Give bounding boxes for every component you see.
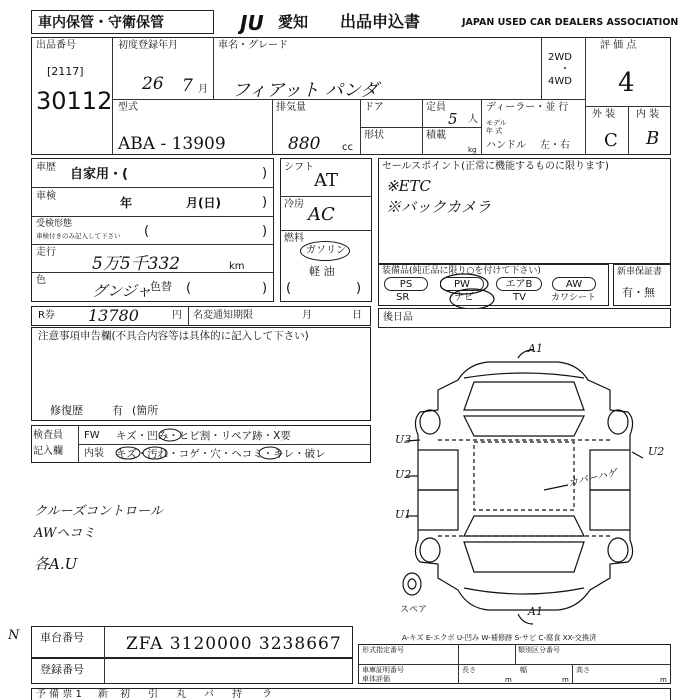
capacity-value: 5 (448, 110, 458, 128)
interior-grade: B (646, 128, 660, 149)
diagram-u3: U3 (395, 433, 412, 446)
equipment-label: 装備品(純正品に限り○を付けて下さい) (382, 266, 541, 276)
mileage-value: 5万5千332 (92, 254, 181, 274)
diagram-spare: スペア (400, 605, 428, 615)
equipment-circles (440, 272, 510, 312)
equip-aw: AW (552, 277, 596, 291)
storage-title: 車内保管・守衛保管 (38, 15, 164, 31)
displacement-label: 排気量 (276, 102, 306, 113)
registration-label: 初度登録年月 (118, 40, 178, 51)
mileage-unit: km (229, 261, 245, 272)
drive-4wd: 4WD (548, 76, 572, 87)
interior-label-ins: 内装 (84, 448, 104, 459)
inspection-year: 年 (120, 196, 133, 210)
interior-items: キズ・汚れ・コゲ・穴・ヘコミ・キレ・破レ (116, 448, 326, 460)
note-hand-2: AWヘコミ (34, 526, 96, 541)
diagram-u1: U1 (395, 508, 412, 521)
shift-value: AT (314, 170, 339, 191)
damage-legend: A-キズ E-エクボ U-凹み W-補修跡 S-サビ C-腐食 XX-交換済 (402, 633, 597, 642)
length-label: 長さ (462, 666, 476, 674)
receipt-label: 受検形態 (36, 219, 73, 229)
equip-seat: カワシート (551, 293, 597, 303)
equip-tv: TV (513, 292, 526, 303)
inspection-label: 車検 (36, 191, 56, 202)
fw-label: FW (84, 430, 100, 441)
displacement-unit: cc (342, 142, 353, 153)
diagram-a1-bottom: A1 (528, 605, 543, 618)
fuel-label: 燃料 (284, 233, 304, 244)
association-name: JAPAN USED CAR DEALERS ASSOCIATION (462, 17, 679, 28)
receipt-sub: 車検付きのみ記入して下さい (36, 232, 121, 240)
lot-label: 出品番号 (36, 40, 76, 51)
mileage-label: 走行 (36, 247, 56, 258)
history-value: 自家用・( (70, 167, 128, 182)
chassis-label: 車台番号 (40, 631, 84, 644)
interior-label: 内 装 (636, 109, 660, 120)
lot-number: 30112 (36, 87, 113, 115)
model-name-label: 車名・グレード (218, 40, 288, 51)
footer-item-2: 初 (120, 689, 130, 700)
fw-items: キズ・凹み・ヒビ割・リペア跡・X要 (116, 430, 291, 442)
handle-lr: 左・右 (540, 140, 570, 151)
note-hand-1: クルーズコントロール (34, 504, 163, 519)
storage-title-box (31, 10, 214, 34)
r-ticket-value: 13780 (88, 306, 139, 325)
model-code-value: ABA - 13909 (118, 134, 226, 154)
history-label: 車歴 (36, 162, 56, 173)
shift-label: シフト (284, 162, 314, 173)
entry-label: 記入欄 (33, 446, 63, 457)
color-value: グンジャ (92, 282, 152, 300)
height-label: 高さ (576, 666, 590, 674)
selling-points-label: セールスポイント(正常に機能するものに限ります) (382, 161, 609, 172)
rating-label: 評 価 点 (600, 40, 637, 51)
car-damage-diagram (378, 340, 671, 630)
equip-ps: PS (384, 277, 428, 291)
capacity-unit: 人 (468, 114, 478, 125)
notes-label: 注意事項申告欄(不具合内容等は具体的に記入して下さい) (38, 330, 309, 342)
rear-item-label: 後日品 (383, 312, 413, 323)
shape-label: 形状 (364, 130, 384, 141)
tax-notice-label: 名変通知期限 (193, 310, 253, 321)
load-kg: kg (468, 146, 477, 154)
logo-region: 愛知 (278, 13, 309, 31)
model-code-label: 型式 (118, 102, 138, 113)
lot-sub: [2117] (47, 65, 84, 78)
diagram-a1-top: A1 (528, 342, 543, 355)
reg-cert-label: 車庫証明番号 (362, 666, 404, 674)
displacement-value: 880 (288, 134, 321, 154)
chassis-value: ZFA 3120000 3238667 (126, 634, 342, 654)
drive-2wd: 2WD (548, 52, 572, 63)
exterior-grade: C (604, 130, 618, 151)
model-name-value: フィアット パンダ (232, 80, 379, 101)
footer-item-7: ラ (262, 689, 272, 700)
reg-number-label: 登録番号 (40, 663, 84, 676)
equip-airbag: エアB (496, 277, 542, 291)
ac-label: 冷房 (284, 199, 304, 210)
footer-item-6: 持 (232, 689, 242, 700)
ju-logo (238, 10, 282, 34)
rear-item-frame (378, 308, 671, 328)
diagram-u2-right: U2 (648, 445, 665, 458)
diagram-u2: U2 (395, 468, 412, 481)
inspector-label: 検査員 (33, 430, 63, 441)
inspection-month: 月(日) (186, 196, 221, 210)
footer-item-3: 引 (148, 689, 158, 700)
equip-navi: ナビ (454, 292, 474, 303)
registration-month: 7 (182, 76, 193, 96)
fuel-diesel: 軽 油 (309, 265, 335, 278)
note-hand-3: 各A.U (34, 555, 78, 573)
ac-value: AC (308, 204, 335, 225)
doors-label: ドア (364, 102, 384, 113)
equip-pw: PW (440, 277, 484, 291)
selling-point-2: ※バックカメラ (386, 198, 492, 216)
exterior-label: 外 装 (592, 109, 616, 120)
dealer-label: ディーラー・並 行 (486, 102, 569, 113)
color-label: 色 (36, 275, 46, 286)
width-label: 幅 (520, 666, 527, 674)
equip-sr: SR (396, 292, 410, 303)
warranty-value: 有・無 (622, 286, 655, 299)
repair-place: (箇所 (132, 404, 159, 417)
diagram-note: カバーハゲ (567, 467, 618, 490)
repair-value: 有 (112, 404, 123, 417)
vehicle-eval-label: 車体評価 (362, 675, 390, 683)
color-change: 色替 (150, 280, 172, 293)
class-num-label: 類別区分番号 (518, 646, 560, 654)
registration-year: 26 (142, 74, 164, 94)
form-title: 出品申込書 (340, 12, 421, 31)
selling-point-1: ※ETC (386, 177, 431, 195)
load-label: 積載 (426, 130, 446, 141)
svg-text:JU: JU (240, 11, 264, 34)
warranty-label: 新車保証書 (617, 267, 663, 277)
r-ticket-label: R券 (38, 310, 55, 321)
shape-num-label: 形式指定番号 (362, 646, 404, 654)
footer-item-4: 丸 (176, 689, 186, 700)
r-ticket-unit: 円 (172, 310, 182, 321)
rating-score: 4 (618, 68, 635, 98)
fuel-gasoline: ガソリン (306, 245, 346, 256)
footer-item-0: 予 備 票 1 (36, 689, 82, 700)
chassis-mark: N (8, 628, 20, 643)
footer-item-5: バ (204, 689, 214, 700)
footer-item-1: 新 (98, 689, 108, 700)
inspector-circles (110, 426, 290, 462)
handle-label: ハンドル (486, 140, 526, 151)
capacity-label: 定員 (426, 102, 446, 113)
repair-label: 修復歴 (50, 404, 83, 417)
model-year-label: モデル 年 式 (486, 119, 507, 135)
registration-month-unit: 月 (198, 84, 208, 95)
